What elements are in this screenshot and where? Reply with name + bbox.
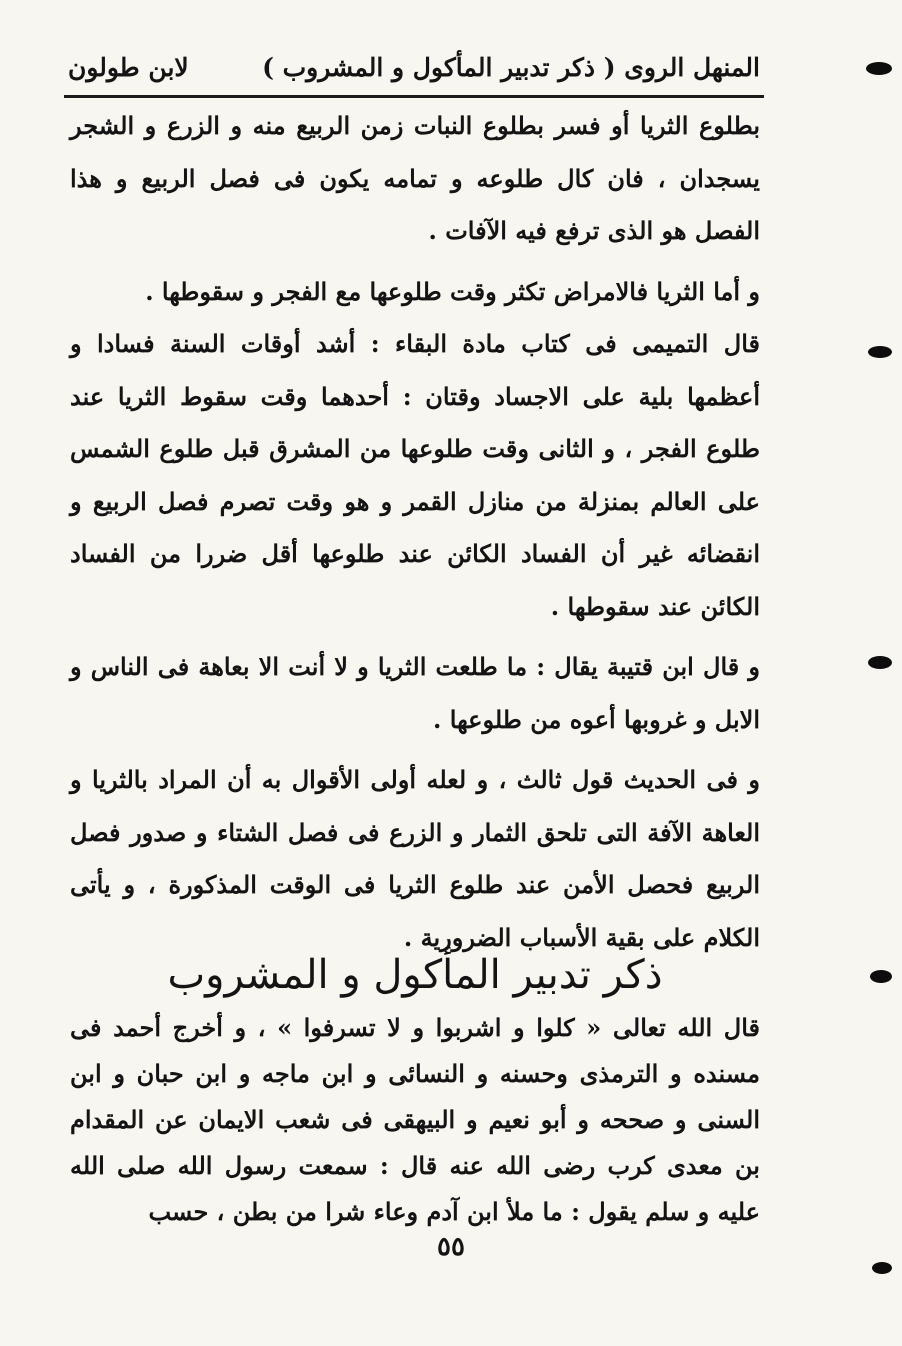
section-body [70,1005,760,1235]
binding-mark [866,62,892,75]
binding-mark [868,656,892,669]
binding-mark [872,1262,892,1274]
paragraph-5: و فى الحديث قول ثالث ، و لعله أولى الأقوال به أن المراد بالثريا و العاهة الآفة التى تلحق الثمار و الزرع فى فصل الشتاء و صدور فصل الربيع فحصل الأمن عند طلوع الثريا فى الوقت المذكورة ، و يأتى الكلام على بقية الأسباب الضرورية . [70,765,760,952]
header-title: المنهل الروى ( ذكر تدبير المأكول و المشروب ) [262,52,760,82]
paragraph-3: قال التميمى فى كتاب مادة البقاء : أشد أوقات السنة فسادا و أعظمها بلية على الاجساد وقتان : أحدهما وقت سقوط الثريا عند طلوع الفجر ، و الثانى وقت طلوعها من المشرق قبل طلوع الشمس على العالم بمنزلة من منازل القمر و هو وقت تصرم فصل الربيع و انقضائه غير أن الفساد الكائن عند طلوعها أقل ضررا من الفساد الكائن عند سقوطها . [70,329,760,621]
section-title: ذكر تدبير المأكول و المشروب [167,952,663,998]
paragraph-1: بطلوع الثريا أو فسر بطلوع النبات زمن الربيع منه و الزرع و الشجر يسجدان ، فان كال طلوعه و تمامه يكون فى فصل الربيع و هذا الفصل هو الذى ترفع فيه الآفات . [70,111,760,245]
page-number: ٥٥ [437,1232,465,1262]
running-header [68,42,760,92]
body-text [70,100,760,964]
section-paragraph: قال الله تعالى « كلوا و اشربوا و لا تسرفوا » ، و أخرج أحمد فى مسنده و الترمذى وحسنه و النسائى و ابن ماجه و ابن حبان و ابن السنى و صححه و أبو نعيم و البيهقى فى شعب الايمان عن المقدام بن معدى كرب رضى الله عنه قال : سمعت رسول الله صلى الله عليه و سلم يقول : ما ملأ ابن آدم وعاء شرا من بطن ، حسب [70,1013,761,1226]
binding-mark [868,346,892,358]
header-rule [64,95,764,98]
paragraph-4: و قال ابن قتيبة يقال : ما طلعت الثريا و لا أنت الا بعاهة فى الناس و الابل و غروبها أعوه من طلوعها . [70,652,760,734]
header-author: لابن طولون [68,52,189,82]
paragraph-2: و أما الثريا فالامراض تكثر وقت طلوعها مع الفجر و سقوطها . [145,276,760,306]
binding-mark [870,970,892,983]
